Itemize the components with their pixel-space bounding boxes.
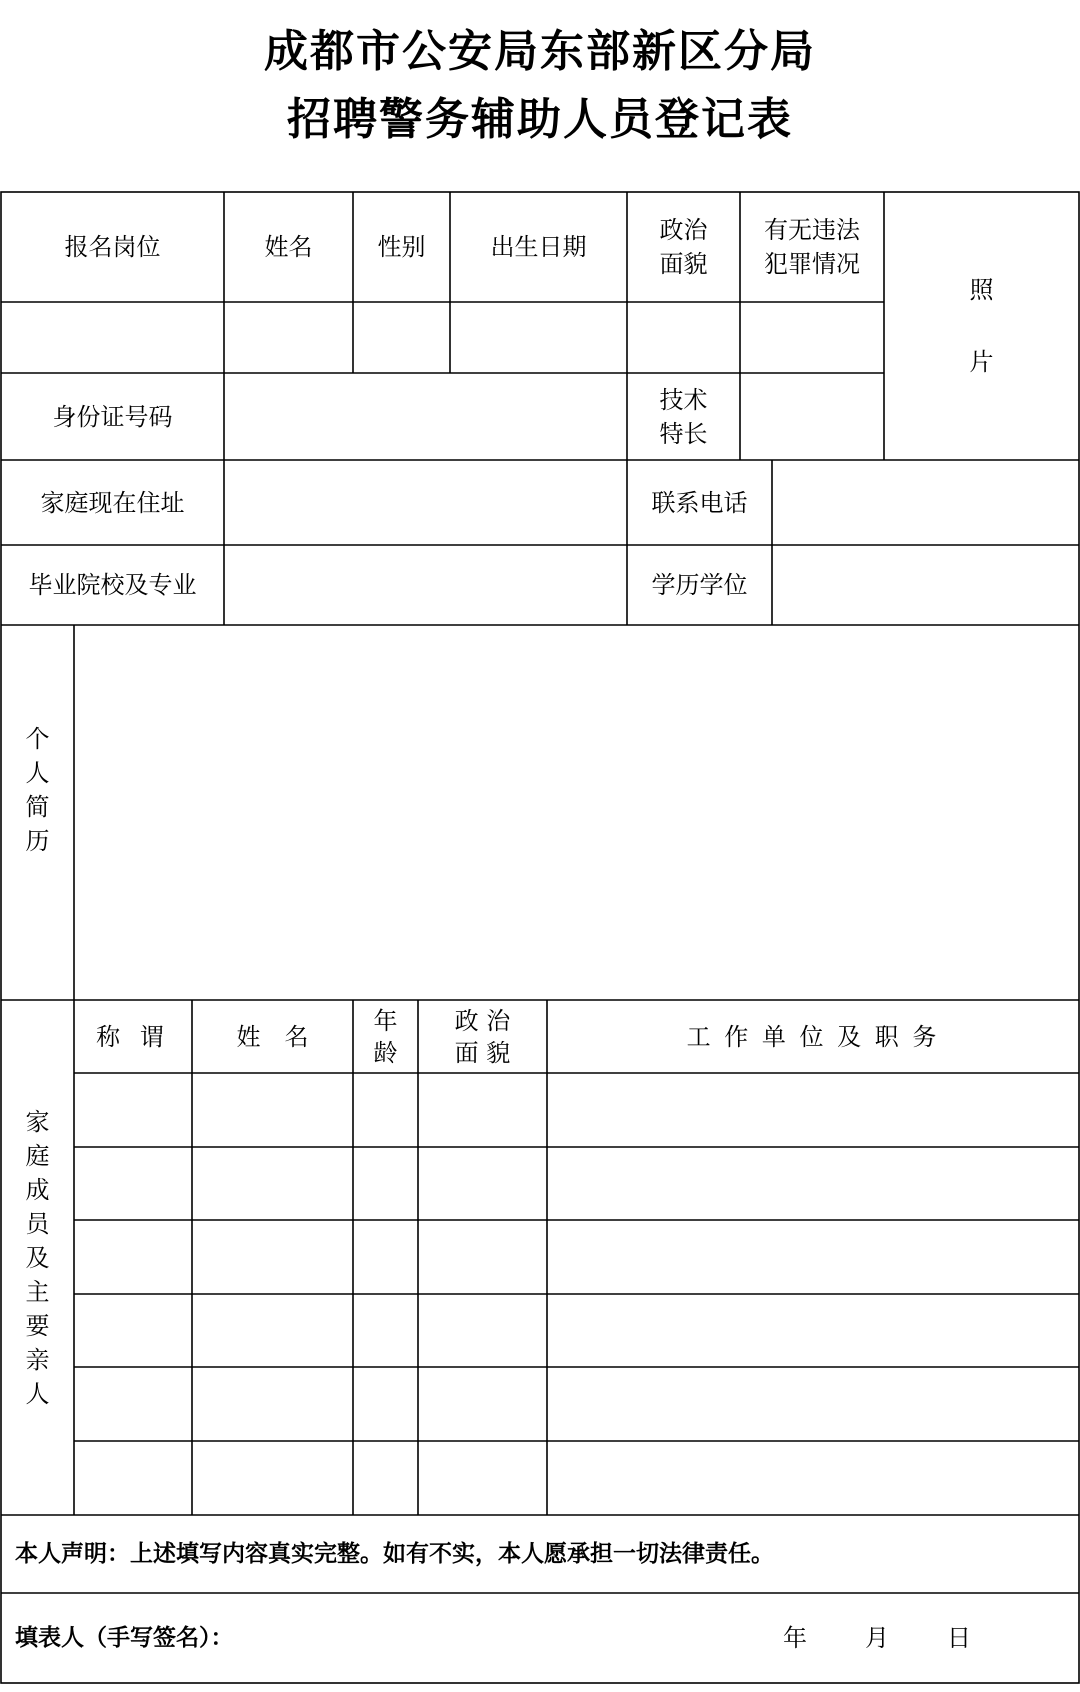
date-day-label: 日 bbox=[947, 1624, 971, 1652]
input-id-number[interactable] bbox=[224, 373, 627, 460]
col-work: 工 作 单 位 及 职 务 bbox=[686, 1022, 940, 1051]
input-gender[interactable] bbox=[353, 302, 450, 373]
col-name: 姓 名 bbox=[236, 1022, 309, 1051]
form-title-line1: 成都市公安局东部新区分局 bbox=[264, 26, 816, 77]
input-skill[interactable] bbox=[740, 373, 884, 460]
label-skill: 技术 特长 bbox=[659, 385, 708, 448]
input-school-major[interactable] bbox=[224, 545, 627, 625]
input-name[interactable] bbox=[224, 302, 353, 373]
label-phone: 联系电话 bbox=[651, 488, 748, 517]
family-row[interactable] bbox=[74, 1147, 1079, 1220]
input-phone[interactable] bbox=[772, 460, 1079, 545]
input-resume[interactable] bbox=[74, 625, 1079, 1000]
signature-label: 填表人（手写签名）： bbox=[15, 1625, 234, 1651]
label-education: 学历学位 bbox=[651, 571, 748, 599]
label-criminal-record: 有无违法 犯罪情况 bbox=[764, 216, 860, 278]
family-row[interactable] bbox=[74, 1367, 1079, 1441]
col-political: 政 治 面 貌 bbox=[454, 1006, 511, 1067]
input-education[interactable] bbox=[772, 545, 1079, 625]
label-political-status: 政治 面貌 bbox=[659, 216, 708, 278]
photo-area[interactable]: 照 片 bbox=[969, 276, 994, 376]
input-position[interactable] bbox=[1, 302, 224, 373]
family-row[interactable] bbox=[74, 1294, 1079, 1367]
label-family-section: 家 庭 成 员 及 主 要 亲 人 bbox=[25, 1107, 50, 1408]
col-age: 年 龄 bbox=[373, 1006, 398, 1067]
label-gender: 性别 bbox=[377, 233, 426, 261]
family-row[interactable] bbox=[74, 1073, 1079, 1147]
date-year-label: 年 bbox=[783, 1624, 807, 1652]
family-row[interactable] bbox=[74, 1441, 1079, 1515]
col-relation: 称 谓 bbox=[96, 1022, 170, 1051]
label-school-major: 毕业院校及专业 bbox=[28, 571, 197, 599]
family-row[interactable] bbox=[74, 1220, 1079, 1294]
label-position: 报名岗位 bbox=[64, 233, 161, 261]
input-criminal-record[interactable] bbox=[740, 302, 884, 373]
input-birth-date[interactable] bbox=[450, 302, 627, 373]
date-month-label: 月 bbox=[865, 1624, 889, 1652]
label-name: 姓名 bbox=[264, 233, 313, 261]
input-home-address[interactable] bbox=[224, 460, 627, 545]
label-id-number: 身份证号码 bbox=[52, 402, 173, 431]
signature-field[interactable] bbox=[300, 1593, 750, 1683]
label-home-address: 家庭现在住址 bbox=[40, 488, 185, 517]
declaration-text: 本人声明：上述填写内容真实完整。如有不实，本人愿承担一切法律责任。 bbox=[15, 1541, 774, 1567]
label-resume: 个 人 简 历 bbox=[25, 725, 50, 855]
input-political-status[interactable] bbox=[627, 302, 740, 373]
form-title-line2: 招聘警务辅助人员登记表 bbox=[287, 94, 793, 145]
label-birth-date: 出生日期 bbox=[490, 233, 587, 261]
